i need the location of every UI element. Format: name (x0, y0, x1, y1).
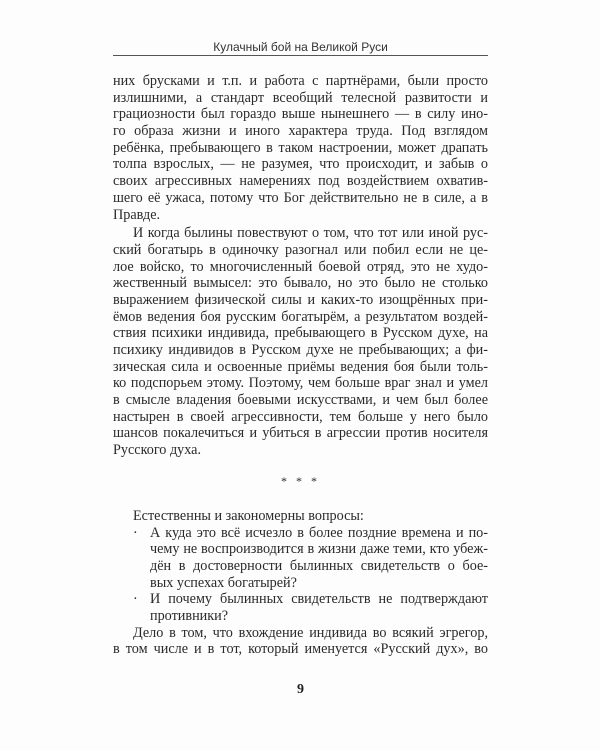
section-separator: * * * (281, 473, 320, 488)
paragraph1-line: грациозности был гораздо выше нынешнего — в силу ино- (113, 106, 488, 123)
paragraph2-line: лое войско, то многочисленный боевой отряд, это не худо- (113, 258, 488, 275)
paragraph2-line: ёмов ведения боя русским богатырём, а результатом воздей- (113, 308, 488, 325)
paragraph1-line: них брусками и т.п. и работа с партнёрами, были просто (113, 73, 488, 89)
paragraph2-line: ствия психики индивида, пребывающего в Русском духе, на (113, 325, 488, 342)
bullet-item-first-line (113, 591, 488, 608)
paragraph1-line: ребёнка, пребывающего в таком настроении, может драпать (113, 139, 488, 156)
paragraph3-line: в том числе и в тот, который именуется «Русский дух», во (113, 641, 488, 658)
paragraph2-line: жественный вымысел: это бывало, но это было не столько (113, 275, 488, 292)
paragraph2-line: настырен в своей агрессивности, тем больше у него было (113, 408, 488, 425)
bullet-item-text: И почему былинных свидетельств не подтверждают (150, 591, 488, 608)
paragraph2-line: шансов покалечиться и убиться в агрессии против носителя (113, 425, 488, 442)
bullet-marker: · (133, 591, 138, 608)
paragraph1-line: Правде. (113, 206, 161, 223)
bullet-marker: · (133, 524, 138, 541)
paragraph2-line: в смысле владения боевыми искусствами, и чем был более (113, 392, 488, 409)
paragraph1-line: шего её ужаса, потому что Бог действительно не в силе, а в (113, 189, 488, 206)
paragraph1-line: своих агрессивных намерениях под воздействием охватив- (113, 173, 488, 190)
paragraph3-line: Дело в том, что вхождение индивида во всякий эгрегор, (133, 624, 488, 641)
bullet-item-first-line (113, 525, 488, 542)
page-number: 9 (297, 682, 304, 697)
paragraph2-line: выражением физической силы и каких-то изощрённых при- (113, 291, 488, 308)
paragraph2-line: И когда былины повествуют о том, что тот или иной рус- (133, 225, 488, 242)
paragraph2-line: зическая сила и освоенные приёмы ведения боя были толь- (113, 358, 488, 375)
paragraph1-line: толпа взрослых, — не разумея, что происходит, и забыв о (113, 156, 488, 173)
bullet-item-line: дён в достоверности былинных свидетельств о бое- (150, 557, 488, 574)
bullet-item-line: чему не воспроизводится в жизни даже теми, кто убеж- (150, 541, 488, 558)
paragraph2-line: психику индивидов в Русском духе не пребывающих; а фи- (113, 342, 488, 358)
paragraph2-line: Русского духа. (113, 442, 202, 459)
running-header: Кулачный бой на Великой Руси (213, 40, 388, 54)
questions-intro: Естественны и закономерны вопросы: (133, 507, 364, 524)
bullet-item-line: вых успехах богатырей? (150, 574, 297, 591)
paragraph1-line: излишними, а стандарт всеобщий телесной развитости и (113, 89, 488, 106)
page-body (113, 73, 488, 658)
paragraph1-line: го образа жизни и иного характера труда. Под взглядом (113, 123, 488, 140)
bullet-item-text: А куда это всё исчезло в более поздние времена и по- (150, 524, 488, 541)
header-rule (113, 55, 488, 56)
paragraph2-line: ский богатырь в одиночку разогнал или побил если не це- (113, 241, 488, 258)
paragraph2-line: ко подспорьем этому. Поэтому, чем больше враг знал и умел (113, 375, 488, 392)
bullet-item-line: противники? (150, 607, 229, 624)
